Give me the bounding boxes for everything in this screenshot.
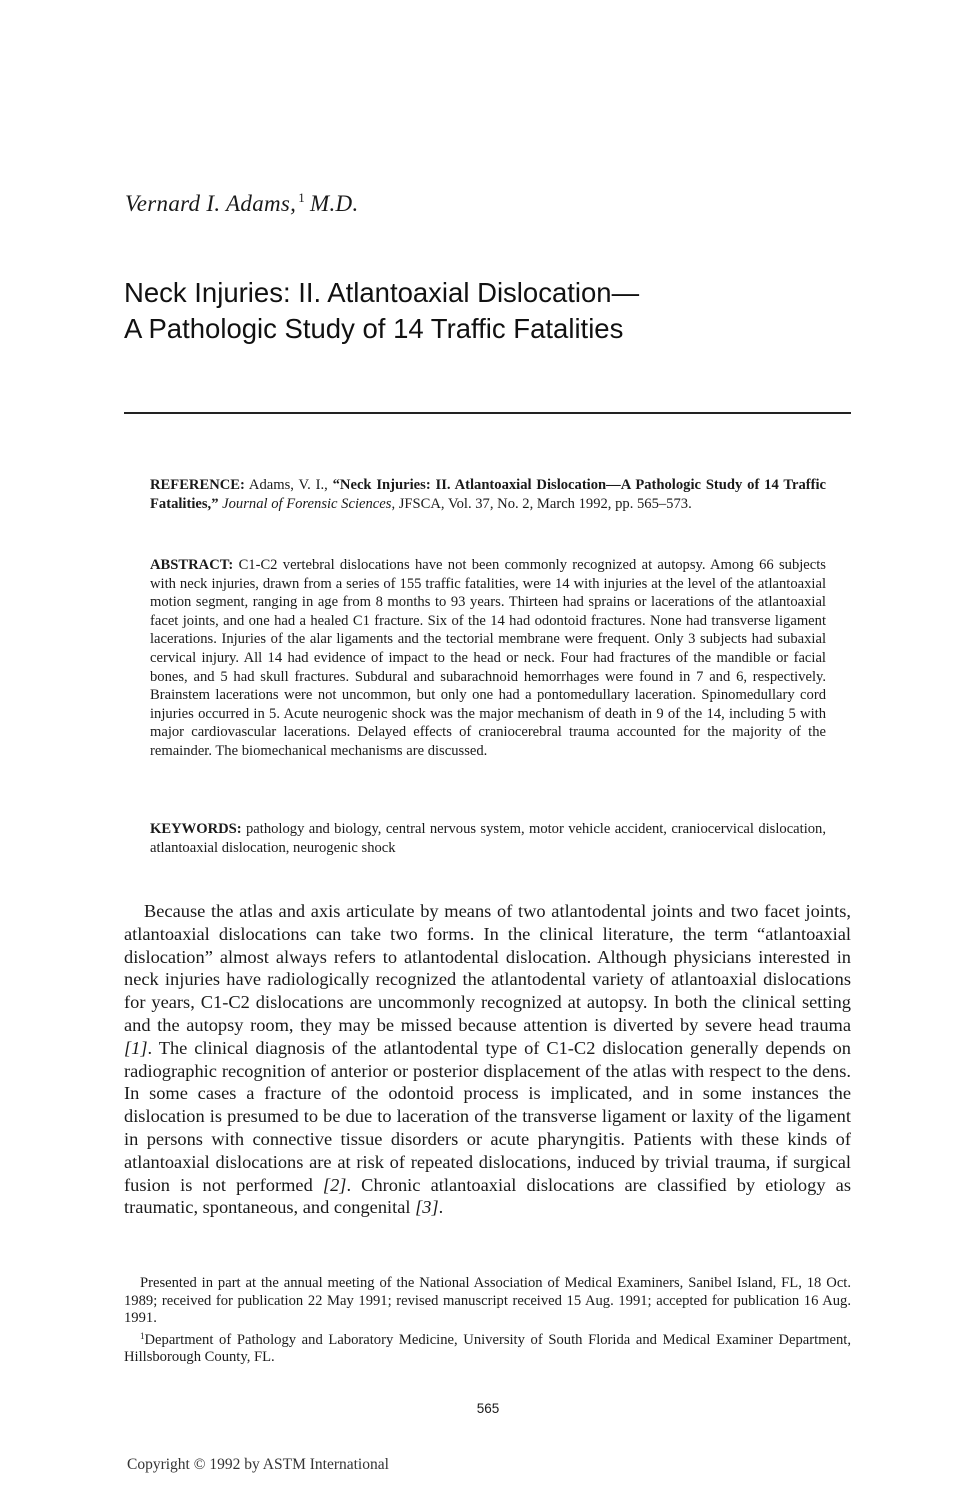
body-text-4: . [438,1197,444,1218]
body-paragraph [124,900,851,1219]
keywords-block [150,820,826,857]
author-degree: M.D. [310,191,359,216]
citation-1: [1] [124,1037,148,1058]
author-name: Vernard I. Adams, [125,191,297,216]
reference-label: REFERENCE: [150,477,245,493]
abstract-block [150,556,826,761]
page-number: 565 [476,1401,500,1416]
reference-details: , JFSCA, Vol. 37, No. 2, March 1992, pp. 565–573. [391,495,692,512]
keywords-text: pathology and biology, central nervous system, motor vehicle accident, craniocervical dislocation, atlantoaxial dislocation, neurogenic shock [150,821,827,856]
reference-journal: Journal of Forensic Sciences [222,495,392,512]
title-line-1: Neck Injuries: II. Atlantoaxial Dislocation— [124,277,640,308]
reference-authors: Adams, V. I., [248,477,333,493]
body-text-3: . Chronic atlantoaxial dislocations are classified by etiology as traumatic, spontaneous, and congenital [124,1174,851,1218]
citation-2: [2] [322,1174,347,1195]
author-line [125,190,359,217]
footnote-presented: Presented in part at the annual meeting of the National Association of Medical Examiners, Sanibel Island, FL, 18 Oct. 1989; received for publication 22 May 1991; revised manuscript received 15 Aug. 1991; accepted for publication 16 Aug. 1991. [124,1275,851,1326]
reference-article-title: “Neck Injuries: II. Atlantoaxial Dislocation—A Pathologic Study of 14 Traffic Fatalities,” [150,477,826,512]
footnote-affiliation [124,1328,851,1367]
abstract-text: C1-C2 vertebral dislocations have not been commonly recognized at autopsy. Among 66 subjects with neck injuries, drawn from a series of 155 traffic fatalities, were 14 with injuries at the level of the atlantoaxial motion segment, ranging in age from 8 months to 93 years. Thirteen had sprains or lacerations of the atlantoaxial facet joints, and one had a healed C1 fracture. Six of the 14 had odontoid fractures. None had transverse ligament lacerations. Injuries of the alar ligaments and the tectorial membrane were frequent. Only 3 subjects had subaxial cervical injury. All 14 had evidence of impact to the head or neck. Four had fractures of the mandible or facial bones, and 5 had skull fractures. Subdural and subarachnoid hemorrhages were found in 7 and 6, respectively. Brainstem lacerations were not uncommon, but only one had a pontomedullary laceration. Spinomedullary cord injuries occurred in 5. Acute neurogenic shock was the major mechanism of death in 9 of the 14, including 5 with major cardiovascular lacerations. Delayed effects of craniocerebral trauma accounted for the majority of the remainder. The biomechanical mechanisms are discussed. [150,557,826,759]
footnote-affiliation-text: Department of Pathology and Laboratory Medicine, University of South Florida and Medical Examiner Department, Hillsborough County, FL. [124,1331,851,1365]
citation-3: [3] [415,1197,439,1218]
footnotes [124,1275,851,1367]
title-divider [124,412,851,414]
author-footnote-mark: 1 [298,190,306,205]
reference-block [150,476,826,513]
body-text-1: Because the atlas and axis articulate by means of two atlantodental joints and two facet joints, atlantoaxial dislocations can take two forms. In the clinical literature, the term “atlantoaxial dislocation” almost always refers to atlantodental dislocation. Although physicians interested in neck injuries have radiologically recognized the atlantodental variety of atlantoaxial dislocations for years, C1-C2 dislocations are uncommonly recognized at autopsy. In both the clinical setting and the autopsy room, they may be missed because attention is diverted by severe head trauma [124,901,851,1035]
body-text-2: . The clinical diagnosis of the atlantodental type of C1-C2 dislocation generally depends on radiographic recognition of anterior or posterior displacement of the atlas with respect to the dens. In some cases a fracture of the odontoid process is implicated, and in some instances the dislocation is presumed to be due to laceration of the transverse ligament or laxity of the ligament in persons with connective tissue disorders or acute pharyngitis. Patients with these kinds of atlantoaxial dislocations are at risk of repeated dislocations, induced by trivial trauma, if surgical fusion is not performed [124,1037,851,1195]
title-line-2: A Pathologic Study of 14 Traffic Fatalities [124,313,624,344]
copyright-notice: Copyright © 1992 by ASTM International [127,1456,389,1473]
footnote-affiliation-mark: 1 [140,1330,145,1341]
abstract-label: ABSTRACT: [150,557,234,573]
paper-title [124,275,864,347]
keywords-label: KEYWORDS: [150,821,242,837]
